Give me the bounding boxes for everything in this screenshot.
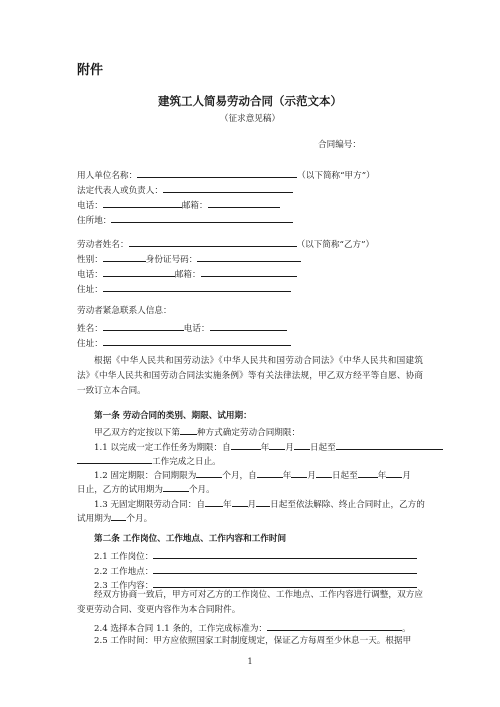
work-location-field[interactable] xyxy=(153,564,417,574)
worker-phone-label: 电话： xyxy=(77,270,103,280)
worker-id-label: 身份证号码： xyxy=(145,255,198,265)
worker-gender-id-row xyxy=(77,252,301,266)
c12-start-month[interactable] xyxy=(291,468,307,478)
emergency-name-field[interactable] xyxy=(103,321,184,331)
c21-label: 2.1 工作岗位： xyxy=(94,552,154,562)
attachment-label: 附件 xyxy=(77,63,104,78)
worker-address-field[interactable] xyxy=(103,282,291,292)
employer-email-label: 邮箱： xyxy=(181,201,208,211)
c22-label: 2.2 工作地点： xyxy=(94,567,154,577)
clause-1-3-cont xyxy=(77,511,152,525)
clause-1-2 xyxy=(94,468,411,482)
employer-contact-row xyxy=(77,198,280,212)
employer-phone-label: 电话： xyxy=(77,201,103,211)
worker-gender-field[interactable] xyxy=(103,252,146,262)
c12-start-day[interactable] xyxy=(316,468,332,478)
employer-phone-field[interactable] xyxy=(103,198,182,208)
employer-name-field[interactable] xyxy=(137,168,297,178)
term-option-field[interactable] xyxy=(180,425,197,435)
clause-2-5: 2.5 工作时间：甲方应依照国家工时制度规定，保证乙方每周至少休息一天。根据甲 xyxy=(94,636,412,646)
clause-2-2 xyxy=(94,564,417,578)
worker-contact-row xyxy=(77,267,297,281)
worker-name-label: 劳动者姓名： xyxy=(77,240,129,250)
c11-start-year[interactable] xyxy=(231,440,261,450)
employer-name-label: 用人单位名称： xyxy=(77,171,138,181)
worker-address-row xyxy=(77,282,291,296)
worker-email-label: 邮箱： xyxy=(174,270,201,280)
employer-email-field[interactable] xyxy=(208,198,280,208)
c11-year-unit: 年 xyxy=(260,443,270,453)
c13-start-month[interactable] xyxy=(232,497,248,507)
emergency-address-label: 住址： xyxy=(77,339,103,349)
article1-intro-b: 种方式确定劳动合同期限： xyxy=(196,428,301,438)
emergency-contact-row xyxy=(77,321,287,335)
c12-months-field[interactable] xyxy=(196,468,222,478)
c11-label: 1.1 以完成一定工作任务为期限：自 xyxy=(94,443,231,453)
employer-name-note: （以下简称“甲方”） xyxy=(297,171,375,181)
c12-start-year[interactable] xyxy=(257,468,283,478)
legal-rep-row xyxy=(77,183,293,197)
document-title: 建筑工人简易劳动合同（示范文本） xyxy=(158,94,342,108)
worker-gender-label: 性别： xyxy=(77,255,103,265)
c12-month-unit-2: 月 xyxy=(402,471,411,481)
legal-rep-label: 法定代表人或负责人： xyxy=(77,186,163,196)
clause-1-2-cont xyxy=(77,482,215,496)
c13-end-text: 个月。 xyxy=(126,514,153,524)
article2-heading: 第二条 工作岗位、工作地点、工作内容和工作时间 xyxy=(94,534,287,544)
clause-1-1 xyxy=(94,440,443,454)
c13-probation-field[interactable] xyxy=(111,511,126,521)
c12-month-unit: 月 xyxy=(307,471,316,481)
c13-year-unit: 年 xyxy=(222,500,232,510)
c13-probation: 试用期为 xyxy=(77,514,112,524)
c13-label: 1.3 无固定期限劳动合同：自 xyxy=(94,500,205,510)
c23-label: 2.3 工作内容： xyxy=(94,581,154,591)
article1-intro-a: 甲乙双方约定按以下第 xyxy=(94,428,180,438)
c13-start-year[interactable] xyxy=(205,497,223,507)
c11-task-field-cont[interactable] xyxy=(77,454,152,464)
emergency-address-row xyxy=(77,336,291,350)
c12-end-year[interactable] xyxy=(358,468,378,478)
c12-probation-field[interactable] xyxy=(163,482,189,492)
worker-name-row xyxy=(77,237,374,251)
emergency-phone-label: 电话： xyxy=(183,324,210,334)
emergency-address-field[interactable] xyxy=(103,336,291,346)
worker-email-field[interactable] xyxy=(201,267,297,277)
c13-month-unit: 月 xyxy=(247,500,257,510)
article2-adjustment-paragraph: 经双方协商一致后，甲方可对乙方的工作岗位、工作地点、工作内容进行调整，双方应变更劳动合同、变更内容作为本合同附件。 xyxy=(77,590,423,615)
worker-phone-field[interactable] xyxy=(103,267,175,277)
c11-until: 日起至 xyxy=(309,443,336,453)
article1-heading: 第一条 劳动合同的类别、期限、试用期： xyxy=(94,411,252,421)
c13-until: 日起至依法解除、终止合同时止，乙方的 xyxy=(270,500,425,510)
c12-until: 日起至 xyxy=(331,471,358,481)
page-number: 1 xyxy=(247,657,253,666)
job-position-field[interactable] xyxy=(153,549,417,559)
clause-2-4 xyxy=(94,621,411,635)
emergency-phone-field[interactable] xyxy=(210,321,287,331)
c11-task-field[interactable] xyxy=(336,440,443,450)
worker-address-label: 住址： xyxy=(77,285,103,295)
employer-address-field[interactable] xyxy=(111,213,293,223)
c11-month-unit: 月 xyxy=(285,443,294,453)
c12-label: 1.2 固定期限：合同期限为 xyxy=(94,471,197,481)
clause-1-1-cont xyxy=(77,454,221,468)
c12-from: 个月，自 xyxy=(222,471,257,481)
preamble-paragraph: 根据《中华人民共和国劳动法》《中华人民共和国劳动合同法》《中华人民共和国建筑法》《中华人民共和国劳动合同法实施条例》等有关法律法规，甲乙双方经平等自愿、协商一致订立本合同。 xyxy=(77,356,423,396)
document-subtitle: （征求意见稿） xyxy=(219,114,281,124)
article1-intro xyxy=(94,425,300,439)
c13-start-day[interactable] xyxy=(256,497,270,507)
worker-id-field[interactable] xyxy=(197,252,301,262)
c12-end-month[interactable] xyxy=(386,468,402,478)
employer-address-row xyxy=(77,213,293,227)
work-content-field[interactable] xyxy=(153,578,417,588)
worker-name-field[interactable] xyxy=(129,237,297,247)
c11-start-day[interactable] xyxy=(294,440,310,450)
c24-end: 。 xyxy=(402,624,411,634)
emergency-heading: 劳动者紧急联系人信息： xyxy=(77,306,172,316)
contract-number-label: 合同编号： xyxy=(318,140,361,150)
c12-year-unit-2: 年 xyxy=(377,471,387,481)
c12-probation: 日止，乙方的试用期为 xyxy=(77,485,163,495)
employer-address-label: 住所地： xyxy=(77,216,112,226)
c11-end-text: 工作完成之日止。 xyxy=(152,457,221,467)
c11-start-month[interactable] xyxy=(269,440,285,450)
c12-end-text: 个月。 xyxy=(188,485,215,495)
emergency-name-label: 姓名： xyxy=(77,324,103,334)
c12-year-unit: 年 xyxy=(282,471,292,481)
legal-rep-field[interactable] xyxy=(163,183,293,193)
clause-2-1 xyxy=(94,549,417,563)
clause-1-3 xyxy=(94,497,425,511)
worker-name-note: （以下简称“乙方”） xyxy=(296,240,375,250)
completion-standard-field[interactable] xyxy=(267,621,402,631)
c24-label: 2.4 选择本合同 1.1 条的，工作完成标准为： xyxy=(94,624,268,634)
employer-name-row xyxy=(77,168,375,182)
